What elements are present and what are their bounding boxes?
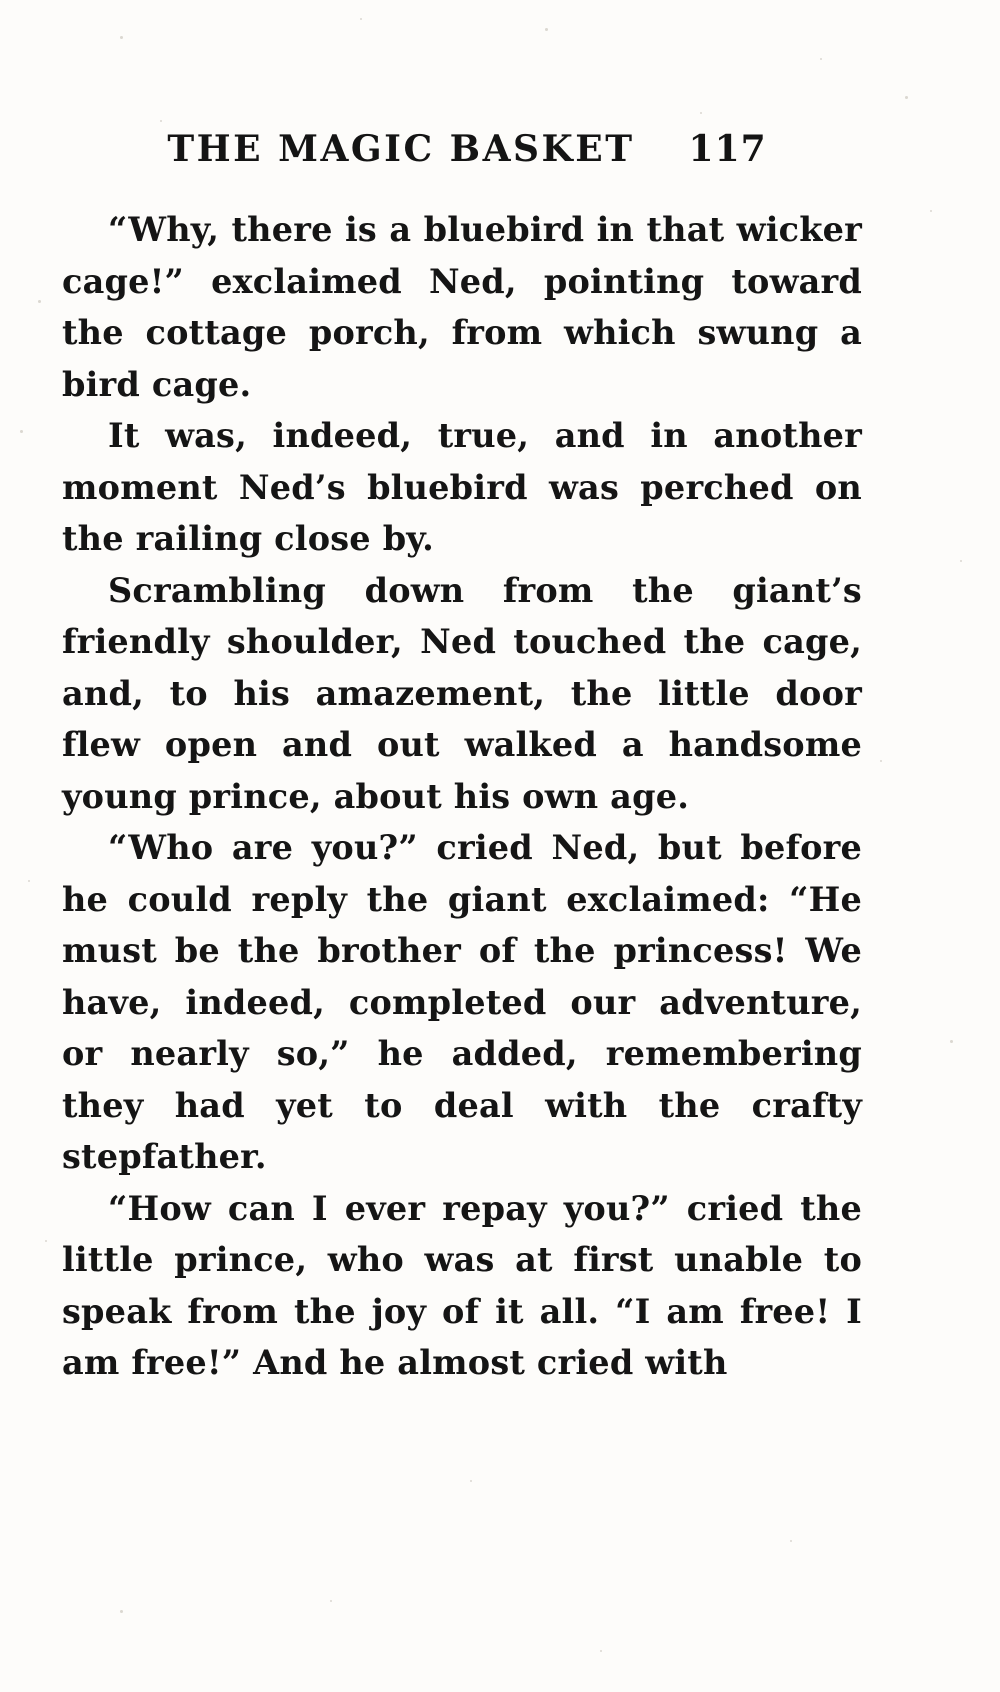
body-paragraph: “Who are you?” cried Ned, but before he could reply the giant exclaimed: “He must be the brother of the princess! We have, indeed, completed our adventure, or nearly so,” he added, remembering they had yet to deal with the crafty stepfather. <box>62 828 862 1176</box>
running-title: THE MAGIC BASKET <box>167 128 635 170</box>
body-paragraph: It was, indeed, true, and in another moment Ned’s bluebird was perched on the railing close by. <box>62 416 862 558</box>
page-content <box>62 128 862 1389</box>
body-paragraph: Scrambling down from the giant’s friendly shoulder, Ned touched the cage, and, to his amazement, the little door flew open and out walked a handsome young prince, about his own age. <box>62 570 862 816</box>
page-number: 117 <box>688 128 767 170</box>
page-header <box>62 128 862 170</box>
body-paragraph: “How can I ever repay you?” cried the little prince, who was at first unable to speak from the joy of it all. “I am free! I am free!” And he almost cried with <box>62 1188 862 1382</box>
body-paragraph: “Why, there is a bluebird in that wicker cage!” exclaimed Ned, pointing toward the cottage porch, from which swung a bird cage. <box>62 210 862 404</box>
